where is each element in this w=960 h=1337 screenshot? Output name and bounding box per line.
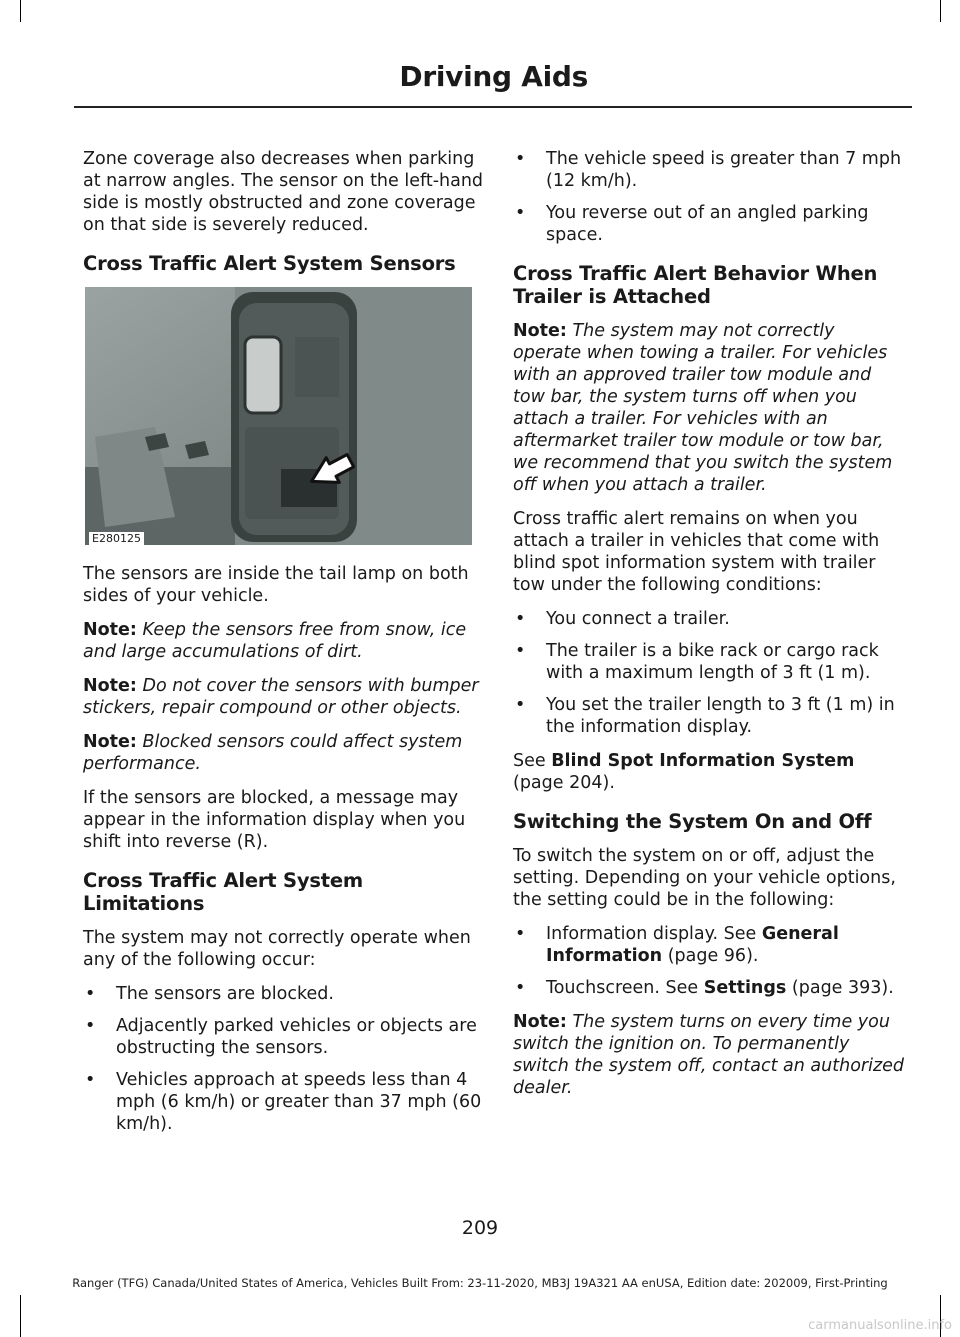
list-item: • Information display. See General Information (page 96). [515, 924, 839, 966]
note [513, 1011, 908, 1099]
bullet-icon: • [85, 984, 96, 1004]
page-header-title: Driving Aids [399, 60, 588, 93]
watermark: carmanualsonline.info [808, 1318, 952, 1333]
note [83, 675, 488, 719]
paragraph: If the sensors are blocked, a message may appear in the information display when you shift into reverse (R). [83, 788, 466, 852]
page-number: 209 [461, 1217, 499, 1239]
cross-reference: See Blind Spot Information System (page 204). [513, 751, 855, 793]
note [83, 731, 488, 775]
bullet-icon: • [515, 149, 526, 169]
bullet-icon: • [515, 924, 526, 944]
link-settings[interactable]: Settings [703, 978, 787, 998]
list-item: • You set the trailer length to 3 ft (1 m) in the information display. [515, 695, 895, 737]
note-text: Blocked sensors could affect system performance. [83, 732, 463, 774]
note-label: Note: [513, 1012, 567, 1032]
note-text: The system turns on every time you switch the ignition on. To permanently switch the system off, contact an authorized dealer. [513, 1012, 905, 1098]
bullet-icon: • [85, 1016, 96, 1036]
figure-code: E280125 [89, 532, 144, 545]
note-text: Do not cover the sensors with bumper stickers, repair compound or other objects. [83, 676, 479, 718]
right-column [513, 148, 908, 1111]
bullet-icon: • [515, 609, 526, 629]
setting-locations-list [513, 923, 908, 999]
note-label: Note: [513, 321, 567, 341]
crop-mark-bottom-left [20, 1295, 21, 1337]
heading-sensors: Cross Traffic Alert System Sensors [83, 252, 456, 275]
heading-switching: Switching the System On and Off [513, 810, 872, 833]
note-label: Note: [83, 732, 137, 752]
list-item: • You connect a trailer. [515, 609, 730, 629]
heading-trailer: Cross Traffic Alert Behavior When Trailer is Attached [513, 262, 878, 308]
list-item: • The sensors are blocked. [85, 984, 334, 1004]
note [513, 320, 908, 496]
note-label: Note: [83, 676, 137, 696]
footer: Ranger (TFG) Canada/United States of America, Vehicles Built From: 23-11-2020, MB3J 19A321 AA enUSA, Edition date: 202009, First-Printing [72, 1276, 888, 1290]
figure-tail-lamp [85, 287, 472, 545]
list-item: • Touchscreen. See Settings (page 393). [515, 978, 894, 998]
bullet-icon: • [515, 695, 526, 715]
paragraph: The sensors are inside the tail lamp on both sides of your vehicle. [83, 564, 469, 606]
note-text: The system may not correctly operate when towing a trailer. For vehicles with an approved trailer tow module and tow bar, the system turns off when you attach a trailer. For vehicles with an aftermarket trailer tow module or tow bar, we recommend that you switch the system off when you attach a trailer. [513, 321, 893, 495]
crop-mark-top-left [20, 0, 21, 22]
left-column [83, 148, 488, 1147]
bullet-icon: • [85, 1070, 96, 1090]
crop-mark-top-right [940, 0, 941, 22]
link-general-information[interactable]: General Information [546, 924, 839, 966]
list-item: • Adjacently parked vehicles or objects are obstructing the sensors. [85, 1016, 477, 1058]
bullet-icon: • [515, 203, 526, 223]
paragraph: Zone coverage also decreases when parking at narrow angles. The sensor on the left-hand side is mostly obstructed and zone coverage on that side is severely reduced. [83, 149, 484, 235]
paragraph: To switch the system on or off, adjust the setting. Depending on your vehicle options, the setting could be in the following: [513, 846, 896, 910]
tail-lamp-illustration [85, 287, 472, 545]
trailer-conditions-list [513, 608, 908, 738]
list-item: • The vehicle speed is greater than 7 mph (12 km/h). [515, 149, 902, 191]
header-rule [74, 106, 912, 108]
note-text: Keep the sensors free from snow, ice and large accumulations of dirt. [83, 620, 467, 662]
link-blind-spot[interactable]: Blind Spot Information System [551, 751, 855, 771]
limitations-list [83, 983, 488, 1135]
paragraph: The system may not correctly operate when any of the following occur: [83, 928, 471, 970]
paragraph: Cross traffic alert remains on when you attach a trailer in vehicles that come with blind spot information system with trailer tow under the following conditions: [513, 509, 880, 595]
list-item: • The trailer is a bike rack or cargo rack with a maximum length of 3 ft (1 m). [515, 641, 879, 683]
list-item: • Vehicles approach at speeds less than 4 mph (6 km/h) or greater than 37 mph (60 km/h). [85, 1070, 482, 1134]
list-item: • You reverse out of an angled parking space. [515, 203, 869, 245]
bullet-icon: • [515, 978, 526, 998]
limitations-list-continued [513, 148, 908, 246]
bullet-icon: • [515, 641, 526, 661]
heading-limitations: Cross Traffic Alert System Limitations [83, 869, 364, 915]
note [83, 619, 488, 663]
note-label: Note: [83, 620, 137, 640]
